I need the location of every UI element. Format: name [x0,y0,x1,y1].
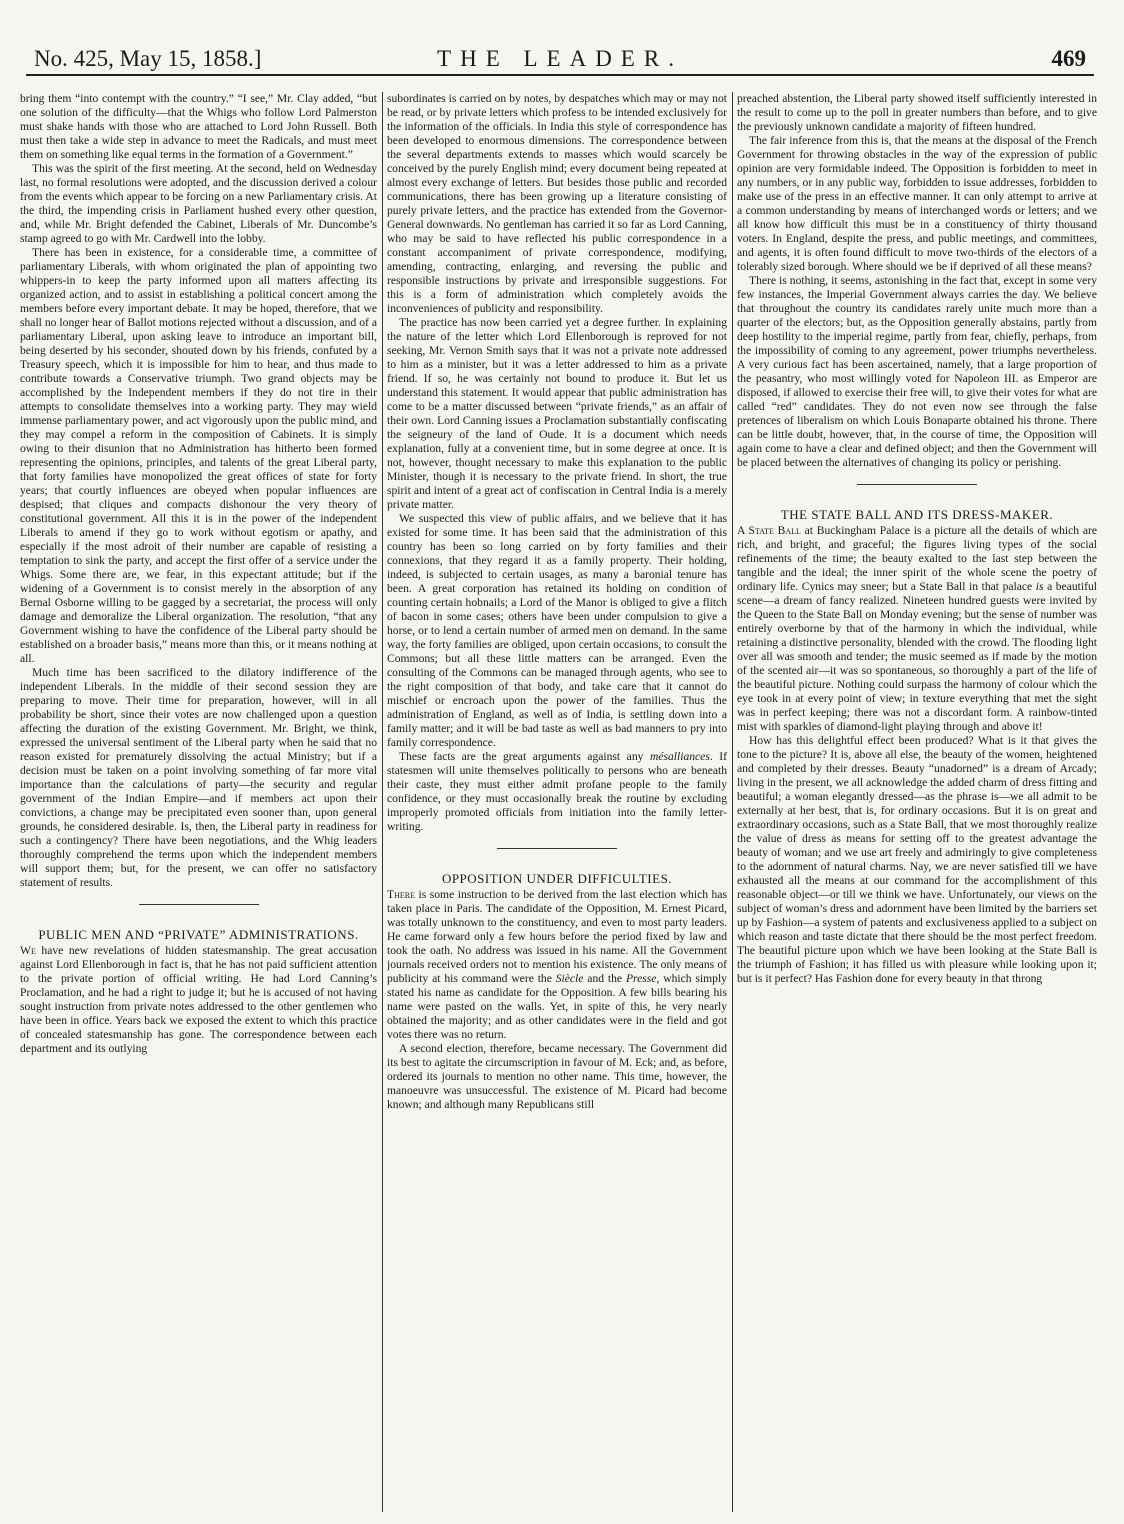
section-divider [139,904,259,905]
paragraph [387,888,727,1042]
paragraph-text: have new revelations of hidden statesmanship. The great accusation against Lord Ellenborough in fact is, that he has not paid sufficient attention to the private portion of official writing. He had Lord Canning’s Proclamation, and he had a right to judge it; but he is accused of not having sought instruction from private notes addressed to the other gentlemen who have been in office. Years back we exposed the extent to which this practice of concealed statesmanship has gone. The correspondence between each department and its outlying [20,944,377,1055]
paragraph: This was the spirit of the first meeting. At the second, held on Wednesday last, no formal resolutions were adopted, and the discussion derived a colour from the events which appear to be forcing on a new Parliamentary crisis. At the third, the impending crisis in Parliament hushed every other question, and, while Mr. Bright defended the Cabinet, Liberals of Mr. Duncombe’s stamp agreed to go with Mr. Cardwell into the lobby. [20,162,377,245]
paragraph: A second election, therefore, became necessary. The Government did its best to agitate the circumscription in favour of M. Eck; and, as before, ordered its journals to mention no other name. This time, however, the manoeuvre was unsuccessful. The existence of M. Picard had become known; and although many Republicans still [387,1042,727,1111]
page-number: 469 [1051,46,1086,71]
paragraph: Much time has been sacrificed to the dilatory indifference of the independent Liberals. In the middle of their second session they are preparing to move. Their time for preparation, however, will in all probability be short, since their votes are now challenged upon a question affecting the duration of the existing Government. Mr. Bright, we think, expressed the universal sentiment of the Liberal party when he said that no reason existed for prematurely dissolving the actual Ministry; but if a decision must be taken on a point involving something of far more vital importance than the calculations of party—the security and regular government of the Indian Empire—and if members act upon their convictions, a change may be precipitated even sooner than, upon general grounds, he considered desirable. Is, then, the Liberal party in readiness for such a contingency? There have been negotiations, and the Whig leaders thoroughly comprehend the terms upon which the independent members will support them; but, for the present, we can offer no satisfactory statement of results. [20,666,377,889]
paragraph-text: . If statesmen will unite themselves politically to persons who are beneath their caste, they must either admit profane people to the family confidence, or they must occasionally break the routine by excluding improperly promoted officials from initiation into the family letter-writing. [387,750,727,833]
paragraph-text: and the [583,972,626,985]
column-1 [20,92,377,1512]
column-rule [732,92,733,1512]
paragraph [20,944,377,1056]
article-heading-state-ball: THE STATE BALL AND ITS DRESS-MAKER. [780,507,1054,522]
paragraph: subordinates is carried on by notes, by despatches which may or may not be read, or by private letters which profess to be intended exclusively for the information of the officials. In India this style of correspondence has been developed to enormous dimensions. The correspondence between the several departments extends to masses which would scarcely be conceived by the purely English mind; every document being repeated at almost every exchange of letters. But besides those public and recorded communications, there has been growing up a literature consisting of purely private letters, and the practice has extended from the Governor-General downwards. No gentleman has carried it so far as Lord Canning, who may be said to have reflected his public correspondence in a constant accompaniment of private correspondence, modifying, amending, contracting, enlarging, and reversing the public and responsible instructions by private and irresponsible suggestions. For this is a form of administration which completely avoids the inconveniences of publicity and responsibility. [387,92,727,315]
issue-number: No. 425, May 15, 1858.] [34,46,262,71]
paragraph-text: is some instruction to be derived from the last election which has taken place in Paris. The candidate of the Opposition, M. Ernest Picard, was totally unknown to the constituency, and even to most party leaders. He came forward only a few hours before the period fixed by law and took the oath. No address was issued in his name. All the Government journals received orders not to mention his existence. The only means of publicity at his command were the [387,888,727,985]
newspaper-title: THE LEADER. [437,46,683,71]
paragraph-text: at Buckingham Palace is a picture all the details of which are rich, and bright, and graceful; the figures living types of the social refinements of the time; the beauty exalted to the last step between the tangible and the ideal; the inner spirit of the whole scene the poetry of ordinary life. Cynics may sneer; but a State Ball in that palace [737,524,1097,593]
italic-term: Presse [625,972,657,985]
masthead [26,36,1094,76]
paragraph-text: a beautiful scene—a dream of fancy realized. Nineteen hundred guests were invited by the Queen to the State Ball on Monday evening; but the sense of number was entirely overborne by that of the harmony in which the individual, while retaining a distinctive personality, blended with the crowd. The flooding light over all was smooth and tender; the music seemed as if made by the motion of the scented air—it was so spontaneous, so thoroughly a part of the life of the beautiful picture. Nothing could surpass the harmony of colour which the eye took in at every point of view; in texture everything that met the sight was in perfect keeping; there was not a discordant form. A rainbow-tinted mist with sparkles of diamond-light playing through and above it! [737,580,1097,733]
paragraph [387,750,727,834]
drop-lead: There [387,888,415,901]
paragraph [737,524,1097,734]
paragraph: We suspected this view of public affairs, and we believe that it has existed for some time. It has been said that the administration of this country has been so long carried on by forty families and their connexions, that they regard it as a family property. Their holding, indeed, is subjected to certain usages, as many a baronial tenure has been. A great corporation has retained its holding on condition of counting certain hobnails; a Lord of the Manor is obliged to give a flitch of bacon in some cases; others have been under compulsion to give a horse, or to lend a certain number of armed men on demand. In the same way, the forty families are obliged, upon certain occasions, to consult the Commons; but all these little matters can be arranged. Even the consulting of the Commons can be managed through agents, who see to the right composition of that body, and take care that it cannot do mischief or encroach upon the power of the families. Thus the administration of England, as well as of India, is settling down into a family matter; and it will be bad taste as well as bad manners to pry into family correspondence. [387,512,727,749]
section-divider [497,848,617,849]
article-heading-opposition: OPPOSITION UNDER DIFFICULTIES. [441,871,673,886]
italic-term: Siècle [555,972,584,985]
paragraph-text: , which simply stated his name as candidate for the Opposition. A few bills bearing his name were pasted on the walls. Yet, in spite of this, he very nearly obtained the majority; and as other candidates were in the field and got votes there was no return. [387,972,727,1041]
column-3 [737,92,1097,1512]
italic-term: mésalliances [649,750,710,763]
drop-lead: A State Ball [737,524,801,537]
column-2 [387,92,727,1512]
column-rule [382,92,383,1512]
paragraph: preached abstention, the Liberal party showed itself sufficiently interested in the result to come up to the poll in greater numbers than before, and to give the previously unknown candidate a majority of fifteen hundred. [737,92,1097,133]
paragraph: There is nothing, it seems, astonishing in the fact that, except in some very few instances, the Imperial Government always carries the day. We believe that throughout the country its candidates rarely unite much more than a quarter of the electors; but, as the Opposition generally abstains, partly from deep hostility to the imperial regime, partly from fear, chiefly, perhaps, from the impossibility of coming to any agreement, power triumphs nevertheless. A very curious fact has been ascertained, namely, that a large proportion of the peasantry, who most willingly voted for Napoleon III. as Emperor are disposed, if allowed to exercise their free will, to give their votes for what are called “red” candidates. They do not even now see through the false pretences of liberalism on which Louis Bonaparte obtained his throne. There can be little doubt, however, that, in the course of time, the Opposition will again come to have a clear and defined object; and then the Government will be placed between the alternatives of changing its policy or perishing. [737,274,1097,469]
paragraph: There has been in existence, for a considerable time, a committee of parliamentary Liberals, with whom originated the plan of appointing two whippers-in to keep the party informed upon all matters affecting its organized action, and to assist in establishing a political concert among the members before every important debate. It may be hoped, therefore, that we shall no longer hear of Ballot motions rejected without a discussion, and of a parliamentary Liberal, upon asking leave to introduce an important bill, being deserted by his seconder, shouted down by his friends, confuted by a Treasury speech, which it is impossible for him to hear, and thus made to contribute towards a Conservative triumph. Two grand objects may be accomplished by the Independent members if they do not tire in their attempts to consolidate themselves into a working party. They may wield immense parliamentary power, and act vigorously upon the public mind, and they may compel a reform in the composition of Cabinets. It is simply owing to their disunion that no Administration has hitherto been formed representing the opinions, principles, and talents of the great Liberal party, that forty families have monopolized the great offices of state for forty years; that courtly influences are obeyed when popular influences are despised; that cliques and compacts dishonour the very theory of constitutional government. All this it is in the power of the independent Liberals to amend if they go to work without egotism or apathy, and especially if the most adroit of their number are capable of resisting a temptation to sink the party, and accept the first offer of a service under the Whigs. Some there are, we fear, in this expectant attitude; but if the widening of a Government is to consist merely in the absorption of any Bernal Osborne willing to be gagged by a secretariat, the process will only damage and demoralize the Liberal organization. The resolution, “that any Government wishing to have the confidence of the Liberal party should be established on a broader basis,” means more than this, or it means nothing at all. [20,246,377,665]
paragraph: The fair inference from this is, that the means at the disposal of the French Government for throwing obstacles in the way of the expression of public opinion are very formidable indeed. The Opposition is forbidden to meet in any numbers, or in any public way, forbidden to issue addresses, forbidden to make use of the press in an effective manner. It can only attempt to arrive at a common understanding by means of interchanged words or letters; and we all know how difficult this must be in a constituency of thirty thousand voters. In England, despite the press, and public meetings, and committees, and agents, it is often found difficult to move two-thirds of the electors of a tolerably sized borough. Where should we be if deprived of all these means? [737,134,1097,273]
paragraph-text: These facts are the great arguments against any [399,750,650,763]
paragraph: bring them “into contempt with the country.” “I see,” Mr. Clay added, “but one solution of the difficulty—that the Whigs who follow Lord Palmerston must shake hands with those who are attached to Lord John Russell. Both must then take a wide step in advance to meet the Radicals, and must meet them on something like equal terms in the formation of a Government.” [20,92,377,161]
paragraph: How has this delightful effect been produced? What is it that gives the tone to the picture? It is, above all else, the beauty of the women, heightened and completed by their dresses. Beauty “unadorned” is a dream of Arcady; living in the present, we all acknowledge the added charm of dress fitting and beautiful; a woman elegantly dressed—as the phrase is—we all admit to be externally at her best, that is, for ordinary occasions. But it is on great and extraordinary occasions, such as a State Ball, that we most thoroughly realize the value of dress as means for setting off to the greatest advantage the beauty of woman; and we use art freely and admiringly to give completeness to the adornment of natural charms. Nay, we are never satisfied till we have exhausted all the means at our command for the accomplishment of this reasonable object—or till we think we have. Unfortunately, our views on the subject of woman’s dress and adornment have been limited by the barriers set up by Fashion—a system of patents and exclusiveness applied to a subject on which reason and taste dictate that there should be the most perfect freedom. The beautiful picture upon which we have been looking at the State Ball is the triumph of Fashion; it has filled us with pleasure while looking upon it; but is it perfect? Has Fashion done for every beauty in that throng [737,734,1097,985]
section-divider [857,484,977,485]
italic-term: is [1035,580,1044,593]
article-heading-public-men: PUBLIC MEN AND “PRIVATE” ADMINISTRATIONS. [38,927,359,942]
drop-lead: We [20,944,36,957]
paragraph: The practice has now been carried yet a degree further. In explaining the nature of the letter which Lord Ellenborough is reproved for not seeking, Mr. Vernon Smith says that it was not a private note addressed to him as a minister, but it was a letter addressed to him as a private friend. If so, he was certainly not bound to produce it. But let us understand this statement. It would appear that public administration has come to be a matter discussed between “private friends,” as an affair of their own. Lord Canning issues a Proclamation substantially confiscating the seigneury of the land of Oude. It is a document which needs explanation, fully at a convenient time, but in some degree at once. It is not, however, thought necessary to make this explanation to the public Minister, though it is necessary to the private friend. In short, the true spirit and intent of a great act of confiscation in Central India is a merely private matter. [387,316,727,511]
